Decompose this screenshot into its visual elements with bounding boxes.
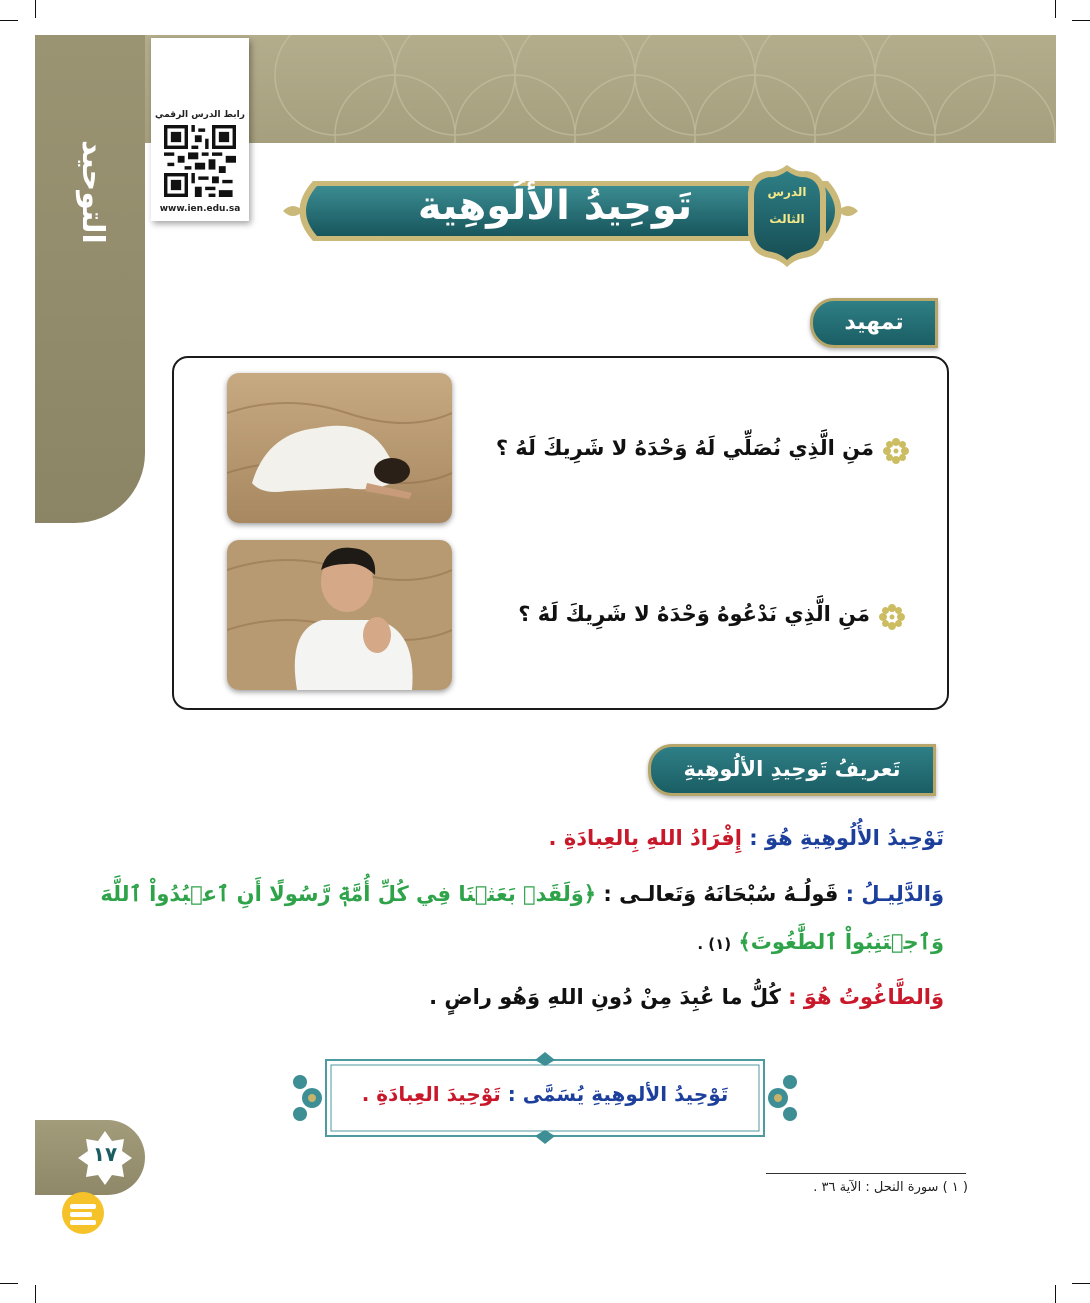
footnote-rule bbox=[766, 1173, 966, 1174]
crop-mark bbox=[1055, 1285, 1056, 1303]
quran-verse-part-2: وَٱجۡتَنِبُواْ ٱلطَّٰغُوتَ﴾ bbox=[738, 930, 944, 954]
crop-mark bbox=[0, 20, 18, 21]
evidence-line-2 bbox=[697, 930, 944, 954]
page-number: ١٧ bbox=[92, 1142, 118, 1166]
taghut-term: وَالطَّاغُوتُ هُوَ : bbox=[788, 985, 944, 1009]
note-term: تَوْحِيدُ الألوهِيةِ يُسَمَّى : bbox=[507, 1082, 729, 1106]
flower-bullet-icon bbox=[883, 438, 909, 464]
intro-heading-pill bbox=[810, 298, 938, 348]
lesson-label-1: الدرس bbox=[767, 185, 807, 199]
chapter-side-tab bbox=[35, 35, 145, 523]
publisher-logo-icon bbox=[60, 1190, 106, 1236]
lesson-label-2: الثالث bbox=[769, 212, 805, 226]
qr-url[interactable]: www.ien.edu.sa bbox=[159, 204, 241, 214]
crop-mark bbox=[1055, 0, 1056, 18]
definition-value: إِفْرَادُ اللهِ بِالعِبادَةِ . bbox=[548, 826, 742, 850]
qr-code-icon[interactable] bbox=[164, 125, 236, 197]
footnote: ( ١ ) سورة النحل : الآية ٣٦ . bbox=[813, 1180, 968, 1195]
crop-mark bbox=[1072, 20, 1090, 21]
quran-verse-part-1: ﴿وَلَقَدۡ بَعَثۡنَا فِي كُلِّ أُمَّةٖ رَّسُولًا أَنِ ٱعۡبُدُواْ ٱللَّهَ bbox=[100, 882, 597, 906]
chapter-label: التوحيد bbox=[75, 140, 110, 244]
qr-card[interactable] bbox=[151, 38, 249, 221]
intro-question-1: مَنِ الَّذِي نُصَلِّي لَهُ وَحْدَهُ لا شَرِيكَ لَهُ ؟ bbox=[495, 436, 874, 460]
crop-mark bbox=[35, 1285, 36, 1303]
qr-title: رابط الدرس الرقمي bbox=[155, 110, 245, 120]
praying-boy-photo bbox=[227, 540, 452, 690]
definition-line-1 bbox=[549, 826, 944, 850]
lesson-title: تَوحِيدُ الألُوهِية bbox=[417, 183, 693, 229]
intro-question-2: مَنِ الَّذِي نَدْعُوهُ وَحْدَهُ لا شَرِيكَ لَهُ ؟ bbox=[518, 602, 870, 626]
note-value: تَوْحِيدَ العِبادَةِ . bbox=[361, 1082, 501, 1106]
definition-heading: تَعريفُ تَوحِيدِ الألُوهِيةِ bbox=[683, 757, 901, 781]
crop-mark bbox=[0, 1283, 18, 1284]
evidence-line bbox=[100, 882, 944, 906]
footnote-ref: (١) . bbox=[697, 935, 732, 953]
prostrating-boy-photo bbox=[227, 373, 452, 523]
crop-mark bbox=[1072, 1283, 1090, 1284]
note-text bbox=[340, 1082, 750, 1106]
intro-heading: تمهيد bbox=[844, 310, 904, 335]
crop-mark bbox=[35, 0, 36, 18]
taghut-value: كُلُّ ما عُبِدَ مِنْ دُونِ اللهِ وَهُو راضٍ . bbox=[429, 985, 781, 1009]
taghut-line bbox=[429, 985, 944, 1009]
definition-heading-pill bbox=[648, 744, 936, 796]
evidence-term: وَالدَّلِيـلُ : bbox=[845, 882, 944, 906]
definition-term: تَوْحِيدُ الأُلُوهِيةِ هُوَ : bbox=[749, 826, 944, 850]
flower-bullet-icon bbox=[879, 604, 905, 630]
evidence-intro: قَولُـهُ سُبْحَانَهُ وَتَعالـى : bbox=[603, 882, 839, 906]
